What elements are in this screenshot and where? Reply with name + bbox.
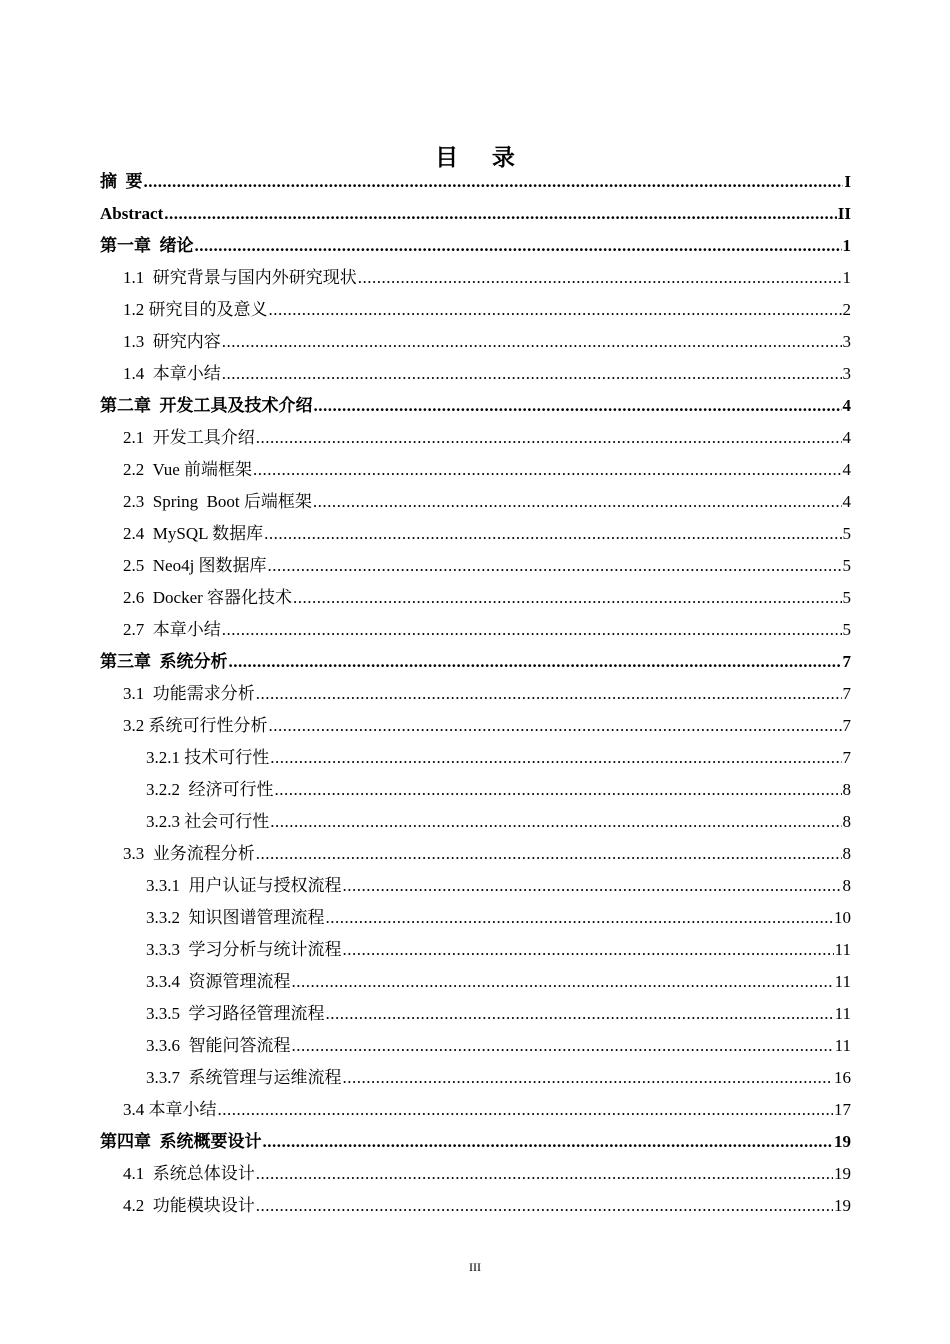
- toc-entry-title: 3.1 功能需求分析: [123, 684, 255, 703]
- toc-dot-leader: [269, 710, 842, 742]
- toc-entry-title: 2.5 Neo4j 图数据库: [123, 556, 267, 575]
- toc-section-entry[interactable]: [100, 1094, 851, 1126]
- toc-dot-leader: [256, 422, 842, 454]
- toc-section-entry[interactable]: [100, 422, 851, 454]
- toc-dot-leader: [270, 806, 841, 838]
- toc-dot-leader: [218, 1094, 834, 1126]
- toc-entry-title: 3.3.1 用户认证与授权流程: [146, 876, 342, 895]
- toc-entry-title: 1.2 研究目的及意义: [123, 300, 268, 319]
- toc-dot-leader: [222, 614, 842, 646]
- toc-entry-page: 10: [834, 908, 851, 927]
- toc-entry-title: 3.3.7 系统管理与运维流程: [146, 1068, 342, 1087]
- toc-dot-leader: [292, 1030, 834, 1062]
- toc-entry-title: 3.2.3 社会可行性: [146, 812, 270, 831]
- toc-entry-title: Abstract: [100, 204, 164, 223]
- toc-section-entry[interactable]: [100, 774, 851, 806]
- toc-entry-title: 3.3.2 知识图谱管理流程: [146, 908, 325, 927]
- toc-entry-page: 11: [834, 1004, 851, 1023]
- toc-entry-title: 3.4 本章小结: [123, 1100, 217, 1119]
- toc-chapter-entry[interactable]: [100, 390, 851, 422]
- toc-entry-page: 4: [842, 492, 851, 511]
- toc-section-entry[interactable]: [100, 806, 851, 838]
- toc-entry-title: 2.4 MySQL 数据库: [123, 524, 264, 543]
- page-title: 目 录: [435, 145, 529, 171]
- toc-entry-title: 2.2 Vue 前端框架: [123, 460, 252, 479]
- toc-dot-leader: [293, 582, 841, 614]
- toc-entry-page: 4: [842, 428, 851, 447]
- toc-dot-leader: [358, 262, 842, 294]
- page-number: III: [469, 1260, 481, 1274]
- toc-dot-leader: [229, 646, 842, 678]
- toc-dot-leader: [164, 198, 837, 230]
- toc-entry-title: 3.2 系统可行性分析: [123, 716, 268, 735]
- toc-dot-leader: [269, 294, 842, 326]
- toc-entry-title: 2.1 开发工具介绍: [123, 428, 255, 447]
- toc-entry-page: 4: [842, 460, 851, 479]
- toc-section-entry[interactable]: [100, 678, 851, 710]
- toc-entry-title: 4.2 功能模块设计: [123, 1196, 255, 1215]
- toc-entry-page: 8: [842, 780, 851, 799]
- toc-section-entry[interactable]: [100, 358, 851, 390]
- toc-section-entry[interactable]: [100, 262, 851, 294]
- toc-entry-page: 19: [834, 1164, 851, 1183]
- toc-dot-leader: [343, 934, 834, 966]
- toc-chapter-entry[interactable]: [100, 1126, 851, 1158]
- toc-dot-leader: [256, 838, 842, 870]
- toc-section-entry[interactable]: [100, 486, 851, 518]
- toc-entry-page: 17: [834, 1100, 851, 1119]
- toc-dot-leader: [264, 518, 841, 550]
- toc-dot-leader: [256, 1190, 833, 1222]
- toc-entry-page: 11: [834, 940, 851, 959]
- toc-dot-leader: [222, 358, 842, 390]
- toc-entry-page: 7: [842, 748, 851, 767]
- toc-dot-leader: [313, 486, 842, 518]
- toc-entry-page: 7: [842, 716, 851, 735]
- toc-dot-leader: [314, 390, 842, 422]
- toc-dot-leader: [343, 870, 842, 902]
- toc-entry-title: 3.2.2 经济可行性: [146, 780, 274, 799]
- toc-entry-title: 3.2.1 技术可行性: [146, 748, 270, 767]
- toc-section-entry[interactable]: [100, 1190, 851, 1222]
- toc-dot-leader: [256, 678, 842, 710]
- toc-section-entry[interactable]: [100, 710, 851, 742]
- toc-entry-page: 19: [834, 1132, 851, 1151]
- toc-entry-page: 3: [842, 332, 851, 351]
- toc-entry-page: 8: [842, 876, 851, 895]
- toc-section-entry[interactable]: [100, 902, 851, 934]
- toc-section-entry[interactable]: [100, 838, 851, 870]
- toc-entry-title: 2.7 本章小结: [123, 620, 221, 639]
- toc-chapter-entry[interactable]: [100, 166, 851, 198]
- toc-entry-page: 16: [834, 1068, 851, 1087]
- toc-dot-leader: [270, 742, 841, 774]
- toc-dot-leader: [268, 550, 842, 582]
- toc-entry-page: 3: [842, 364, 851, 383]
- toc-section-entry[interactable]: [100, 742, 851, 774]
- toc-entry-title: 1.4 本章小结: [123, 364, 221, 383]
- toc-section-entry[interactable]: [100, 870, 851, 902]
- toc-dot-leader: [144, 166, 844, 198]
- toc-entry-page: 5: [842, 620, 851, 639]
- toc-dot-leader: [195, 230, 842, 262]
- toc-section-entry[interactable]: [100, 998, 851, 1030]
- toc-section-entry[interactable]: [100, 1030, 851, 1062]
- toc-entry-page: 4: [842, 396, 851, 415]
- toc-entry-title: 第二章 开发工具及技术介绍: [100, 396, 313, 415]
- toc-section-entry[interactable]: [100, 934, 851, 966]
- toc-entry-page: II: [837, 204, 851, 223]
- toc-entry-page: I: [844, 172, 851, 191]
- toc-dot-leader: [256, 1158, 833, 1190]
- toc-entry-page: 8: [842, 844, 851, 863]
- toc-entry-title: 1.1 研究背景与国内外研究现状: [123, 268, 357, 287]
- toc-dot-leader: [326, 902, 834, 934]
- toc-entry-title: 3.3.5 学习路径管理流程: [146, 1004, 325, 1023]
- toc-entry-page: 19: [834, 1196, 851, 1215]
- toc-section-entry[interactable]: [100, 550, 851, 582]
- toc-dot-leader: [343, 1062, 834, 1094]
- toc-entry-page: 1: [842, 268, 851, 287]
- table-of-contents: [100, 166, 851, 1222]
- toc-section-entry[interactable]: [100, 582, 851, 614]
- toc-section-entry[interactable]: [100, 1062, 851, 1094]
- toc-dot-leader: [326, 998, 834, 1030]
- toc-entry-title: 3.3.6 智能问答流程: [146, 1036, 291, 1055]
- toc-entry-title: 3.3 业务流程分析: [123, 844, 255, 863]
- toc-chapter-entry[interactable]: [100, 230, 851, 262]
- toc-entry-title: 3.3.3 学习分析与统计流程: [146, 940, 342, 959]
- toc-section-entry[interactable]: [100, 518, 851, 550]
- toc-dot-leader: [263, 1126, 834, 1158]
- toc-section-entry[interactable]: [100, 966, 851, 998]
- toc-entry-title: 1.3 研究内容: [123, 332, 221, 351]
- toc-entry-title: 第三章 系统分析: [100, 652, 228, 671]
- toc-entry-page: 2: [842, 300, 851, 319]
- toc-entry-page: 8: [842, 812, 851, 831]
- toc-entry-title: 第一章 绪论: [100, 236, 194, 255]
- toc-entry-page: 5: [842, 588, 851, 607]
- toc-section-entry[interactable]: [100, 454, 851, 486]
- toc-dot-leader: [253, 454, 842, 486]
- toc-section-entry[interactable]: [100, 1158, 851, 1190]
- toc-dot-leader: [275, 774, 842, 806]
- toc-entry-page: 1: [842, 236, 851, 255]
- toc-entry-page: 11: [834, 1036, 851, 1055]
- toc-entry-title: 第四章 系统概要设计: [100, 1132, 262, 1151]
- toc-entry-page: 5: [842, 556, 851, 575]
- toc-entry-title: 摘 要: [100, 172, 143, 191]
- toc-entry-page: 7: [842, 684, 851, 703]
- toc-entry-title: 2.3 Spring Boot 后端框架: [123, 492, 312, 511]
- toc-chapter-entry[interactable]: [100, 646, 851, 678]
- toc-entry-title: 4.1 系统总体设计: [123, 1164, 255, 1183]
- toc-section-entry[interactable]: [100, 614, 851, 646]
- toc-entry-title: 3.3.4 资源管理流程: [146, 972, 291, 991]
- toc-dot-leader: [292, 966, 834, 998]
- toc-section-entry[interactable]: [100, 294, 851, 326]
- toc-entry-page: 11: [834, 972, 851, 991]
- toc-entry-page: 5: [842, 524, 851, 543]
- toc-section-entry[interactable]: [100, 326, 851, 358]
- toc-entry-page: 7: [842, 652, 851, 671]
- toc-dot-leader: [222, 326, 842, 358]
- toc-entry-title: 2.6 Docker 容器化技术: [123, 588, 293, 607]
- toc-chapter-entry[interactable]: [100, 198, 851, 230]
